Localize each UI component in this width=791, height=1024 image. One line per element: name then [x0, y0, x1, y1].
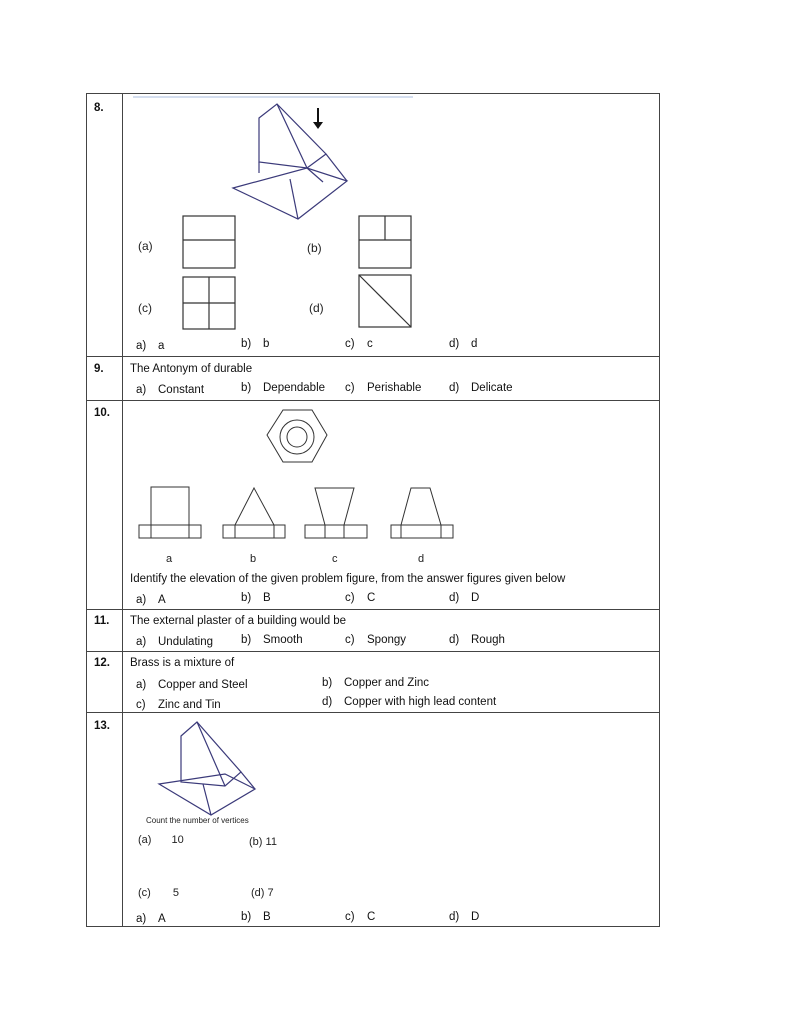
- question-number: 12.: [94, 657, 110, 669]
- answer-option[interactable]: c) Perishable: [345, 382, 422, 394]
- figure-caption: Count the number of vertices: [146, 816, 249, 825]
- answer-option[interactable]: c) Zinc and Tin: [136, 699, 221, 711]
- row-divider: [87, 651, 659, 652]
- answer-option[interactable]: c) C: [345, 592, 376, 604]
- answer-option[interactable]: b) Dependable: [241, 382, 326, 394]
- figure-label: (b): [307, 241, 322, 255]
- answer-option[interactable]: d) d: [449, 338, 478, 350]
- answer-option[interactable]: d) Rough: [449, 634, 505, 646]
- row-divider: [87, 356, 659, 357]
- question-table: [86, 93, 660, 927]
- figure-label: b: [250, 553, 257, 565]
- question-text: The external plaster of a building would be: [130, 615, 347, 627]
- row-divider: [87, 609, 659, 610]
- row-divider: [87, 712, 659, 713]
- answer-option[interactable]: a) A: [136, 913, 166, 925]
- figure-option: (d) 7: [251, 887, 274, 899]
- question-number: 11.: [94, 615, 110, 627]
- answer-option[interactable]: b) B: [241, 911, 271, 923]
- figure-label: c: [332, 553, 338, 565]
- answer-option[interactable]: a) a: [136, 340, 165, 352]
- q13-figure: [151, 714, 271, 824]
- answer-option[interactable]: d) Delicate: [449, 382, 513, 394]
- answer-option[interactable]: a) Copper and Steel: [136, 679, 248, 691]
- answer-option[interactable]: b) Smooth: [241, 634, 303, 646]
- answer-option[interactable]: a) Undulating: [136, 636, 213, 648]
- q10-figure: [127, 400, 467, 550]
- figure-label: (a): [138, 239, 153, 253]
- question-text: The Antonym of durable: [130, 363, 253, 375]
- figure-option: (a) 10: [138, 834, 184, 846]
- answer-option[interactable]: b) Copper and Zinc: [322, 677, 430, 689]
- answer-option[interactable]: d) D: [449, 592, 480, 604]
- question-number: 9.: [94, 363, 104, 375]
- answer-option[interactable]: d) D: [449, 911, 480, 923]
- figure-label: (d): [309, 301, 324, 315]
- q8-figure: [133, 94, 423, 334]
- question-text: Identify the elevation of the given problem figure, from the answer figures given below: [130, 573, 566, 585]
- figure-label: a: [166, 553, 173, 565]
- answer-option[interactable]: b) b: [241, 338, 270, 350]
- question-number: 13.: [94, 720, 110, 732]
- answer-option[interactable]: b) B: [241, 592, 271, 604]
- figure-label: (c): [138, 301, 152, 315]
- figure-option: (c) 5: [138, 887, 179, 899]
- figure-option: (b) 11: [249, 836, 277, 848]
- answer-option[interactable]: d) Copper with high lead content: [322, 696, 497, 708]
- answer-option[interactable]: c) c: [345, 338, 373, 350]
- question-number: 8.: [94, 102, 104, 114]
- question-text: Brass is a mixture of: [130, 657, 235, 669]
- column-divider: [122, 94, 123, 926]
- answer-option[interactable]: c) C: [345, 911, 376, 923]
- figure-label: d: [418, 553, 425, 565]
- question-number: 10.: [94, 407, 110, 419]
- answer-option[interactable]: a) Constant: [136, 384, 205, 396]
- answer-option[interactable]: a) A: [136, 594, 166, 606]
- answer-option[interactable]: c) Spongy: [345, 634, 407, 646]
